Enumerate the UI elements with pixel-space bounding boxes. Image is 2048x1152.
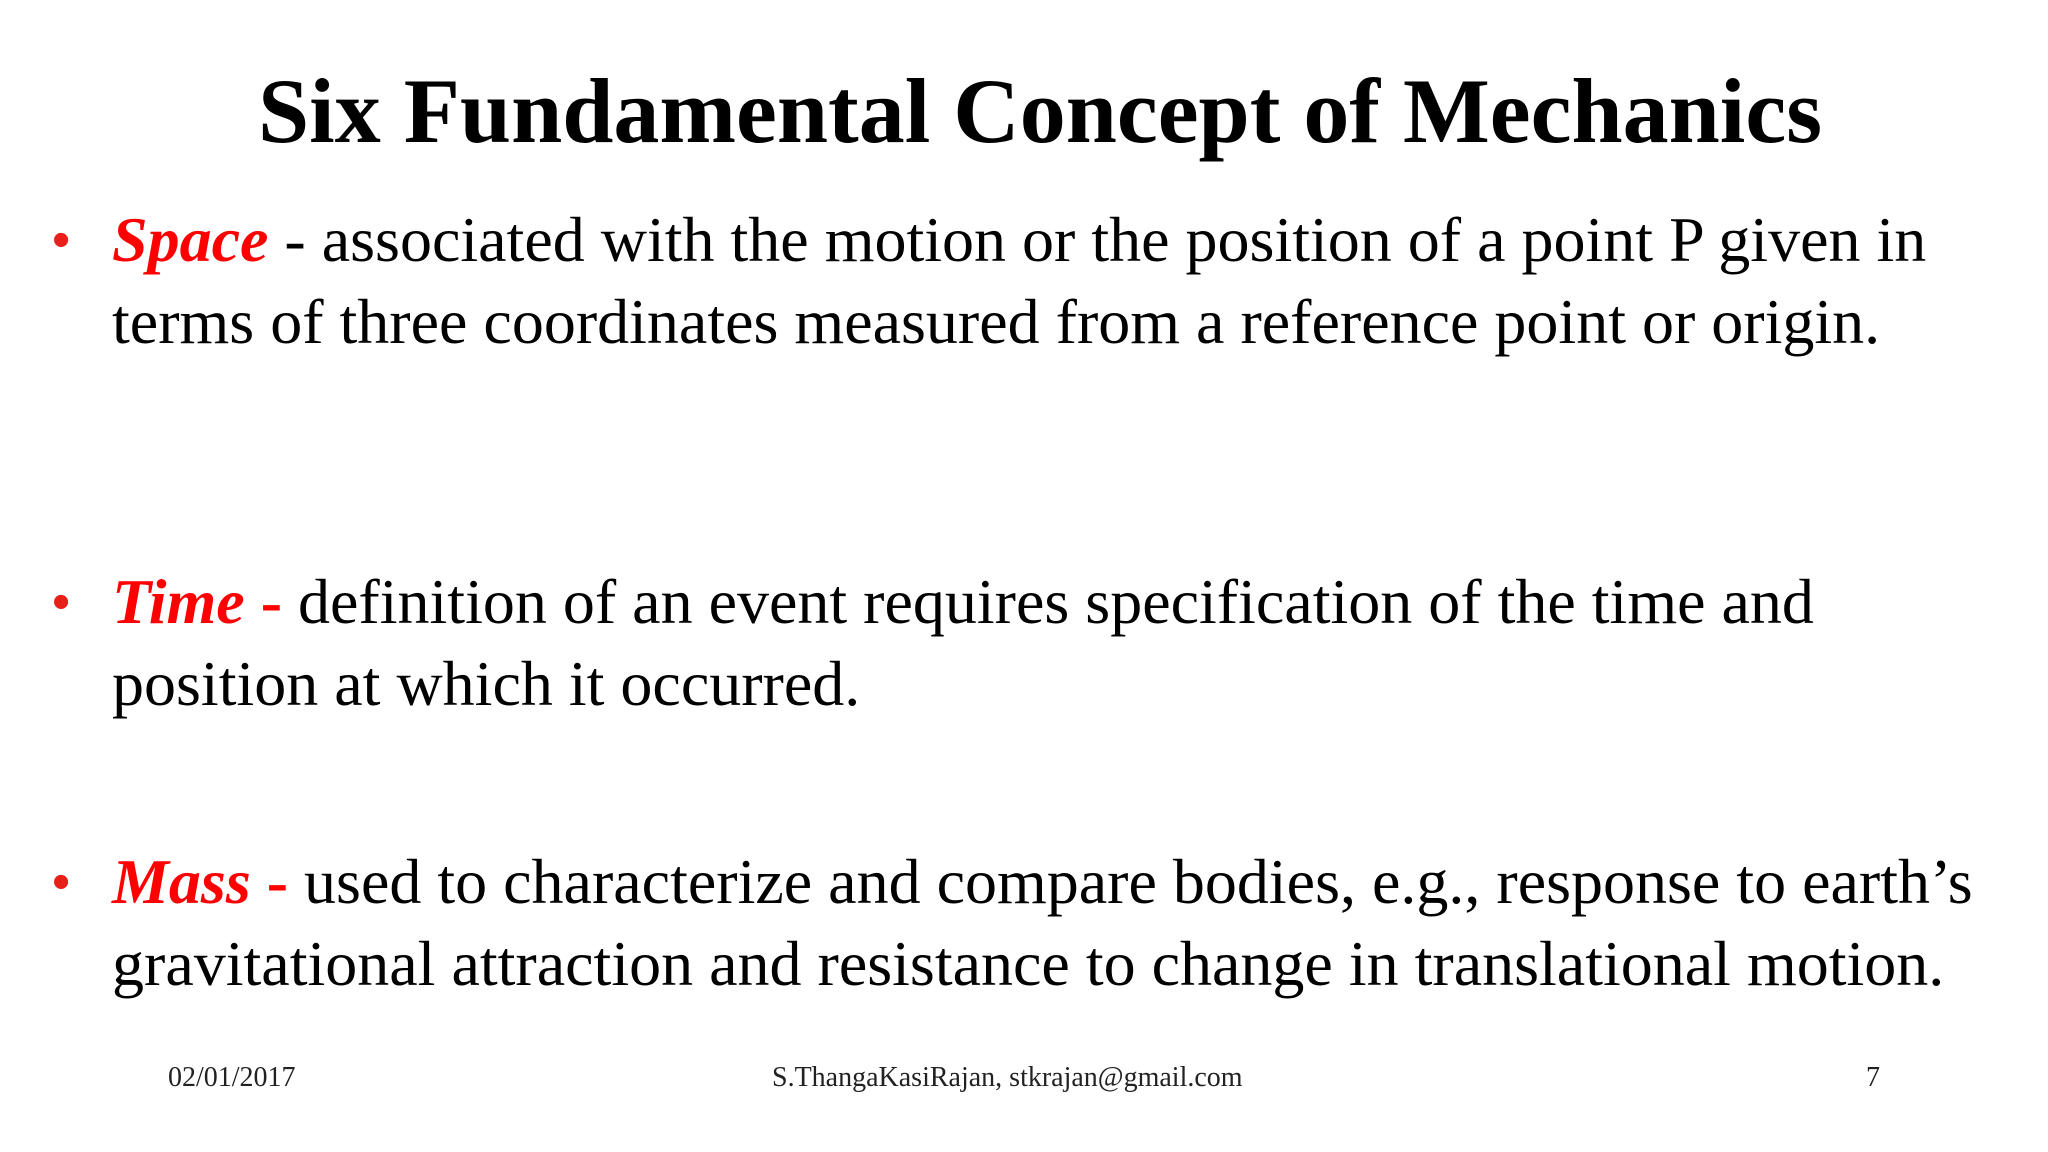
term-time: Time bbox=[112, 566, 245, 637]
definition-space: associated with the motion or the position of a point P given in terms of three coordinates measured from a reference point or origin. bbox=[112, 204, 1927, 357]
definition-mass: used to characterize and compare bodies, e.g., response to earth’s gravitational attraction and resistance to change in translational motion. bbox=[112, 846, 1973, 999]
bullet-point-icon: • bbox=[52, 853, 71, 911]
definition-time: definition of an event requires specification of the time and position at which it occurred. bbox=[112, 566, 1814, 719]
term-mass: Mass bbox=[112, 846, 251, 917]
bullet-item-mass bbox=[52, 841, 2012, 1005]
term-space: Space bbox=[112, 204, 269, 275]
term-separator: - bbox=[250, 846, 305, 917]
bullet-point-icon: • bbox=[52, 211, 71, 269]
footer-date: 02/01/2017 bbox=[168, 1062, 296, 1093]
slide-title: Six Fundamental Concept of Mechanics bbox=[258, 60, 1822, 162]
footer-author: S.ThangaKasiRajan, stkrajan@gmail.com bbox=[772, 1062, 1243, 1093]
bullet-point-icon: • bbox=[52, 573, 71, 631]
term-separator: - bbox=[244, 566, 298, 637]
footer-page-number: 7 bbox=[1866, 1062, 1880, 1093]
term-separator: - bbox=[268, 204, 322, 275]
bullet-item-space bbox=[52, 199, 2012, 363]
bullet-item-time bbox=[52, 561, 2012, 725]
